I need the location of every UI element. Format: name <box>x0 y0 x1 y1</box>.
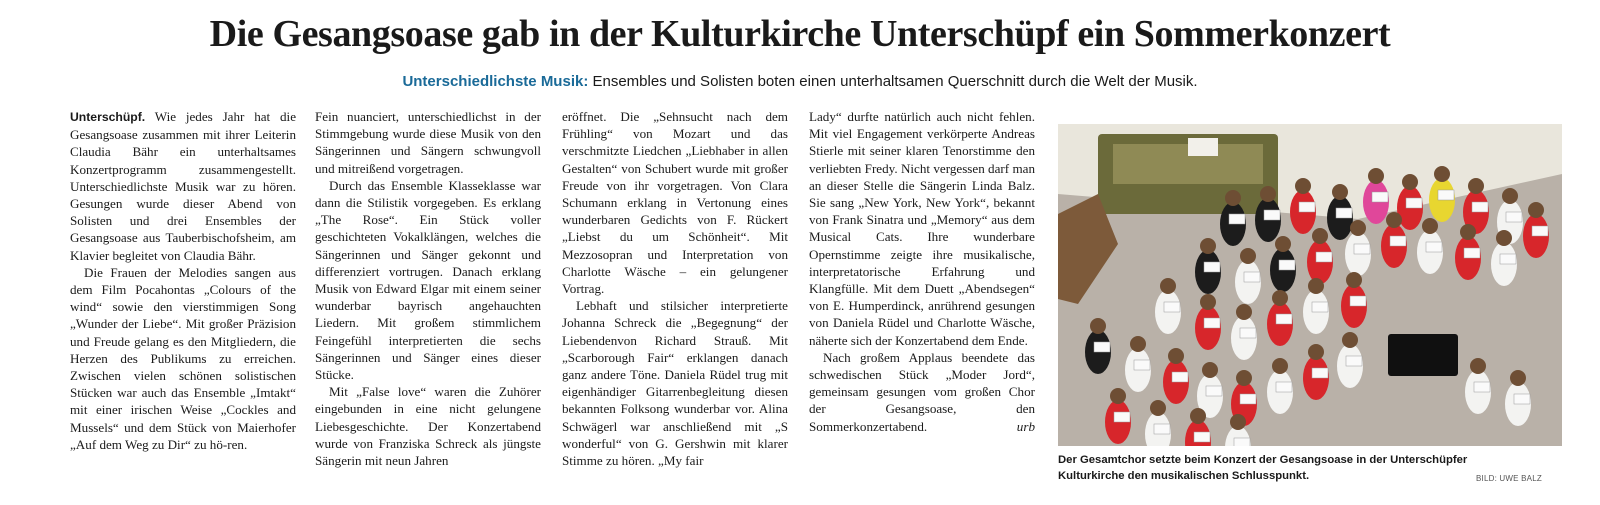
paragraph-5-part-2: Lady“ durfte natürlich auch nicht fehlen. Mit viel Engagement verkörperte Andreas Stierle mit seiner klaren Tenorstimme den verliebten Fredy. Nicht vergessen darf man an dieser Stelle die Sängerin Linda Balz. Sie sang „New York, New York“, bekannt von Frank Sinatra und „Memory“ aus dem Musical Cats. Ihre wunderbare Opernstimme zeigte ihre musikalische, interpretatorische Erfahrung und Klangfülle. Mit dem Duett „Abendsegen“ von E. Humperdinck, anrührend gesungen von Daniela Rüdel und Charlotte Wäsche, näherte sich der Konzertabend dem Ende. <box>809 109 1035 348</box>
singer-head <box>1528 202 1544 218</box>
singer-head <box>1342 332 1358 348</box>
paragraph-1 <box>70 108 296 264</box>
song-folder <box>1172 372 1188 382</box>
song-folder <box>1279 260 1295 270</box>
paragraph-4-part-2: eröffnet. Die „Sehnsucht nach dem Frühling“ von Mozart und das verschmitzte Liedchen „Liebhaber in allen Gestalten“ von Schubert wurde mit großer Freude von ihr vorgetragen. Von Clara Schumann erklang in Vertonung eines wunderbaren Gedichts von F. Rückert „Liebst du um Schönheit“. Mit Mezzosopran und Interpretation von Charlotte Wäsche – ein gelungener Vortrag. <box>562 109 788 297</box>
song-folder <box>1134 360 1150 370</box>
song-folder <box>1350 296 1366 306</box>
song-folder <box>1240 394 1256 404</box>
singer-head <box>1236 304 1252 320</box>
singer-head <box>1090 318 1106 334</box>
song-folder <box>1426 242 1442 252</box>
singer-head <box>1350 220 1366 236</box>
song-folder <box>1312 368 1328 378</box>
song-folder <box>1276 382 1292 392</box>
singer-head <box>1434 166 1450 182</box>
song-folder <box>1234 438 1250 446</box>
song-folder <box>1244 272 1260 282</box>
text-column-2 <box>315 108 541 469</box>
singer-head <box>1240 248 1256 264</box>
dateline: Unterschüpf. <box>70 110 146 124</box>
photo-credit: BILD: UWE BALZ <box>1476 474 1542 483</box>
text-column-4 <box>809 108 1035 435</box>
song-folder <box>1094 342 1110 352</box>
song-folder <box>1154 424 1170 434</box>
singer-head <box>1308 278 1324 294</box>
song-folder <box>1438 190 1454 200</box>
singer-head <box>1468 178 1484 194</box>
song-folder <box>1204 318 1220 328</box>
author-signature: urb <box>1016 418 1035 434</box>
singer-head <box>1386 212 1402 228</box>
song-folder <box>1346 356 1362 366</box>
song-folder <box>1276 314 1292 324</box>
song-folder <box>1390 236 1406 246</box>
choir-photo <box>1058 124 1562 446</box>
song-folder <box>1299 202 1315 212</box>
song-folder <box>1514 394 1530 404</box>
singer-head <box>1422 218 1438 234</box>
song-folder <box>1354 244 1370 254</box>
singer-head <box>1402 174 1418 190</box>
singer-head <box>1190 408 1206 424</box>
singer-head <box>1496 230 1512 246</box>
singer-head <box>1200 238 1216 254</box>
singer-head <box>1130 336 1146 352</box>
singer-head <box>1275 236 1291 252</box>
singer-head <box>1150 400 1166 416</box>
singer-head <box>1502 188 1518 204</box>
singer-head <box>1200 294 1216 310</box>
singer-head <box>1225 190 1241 206</box>
singer-head <box>1110 388 1126 404</box>
singer-head <box>1312 228 1328 244</box>
singer-head <box>1202 362 1218 378</box>
song-folder <box>1406 198 1422 208</box>
song-folder <box>1194 432 1210 442</box>
paragraph-6-text: Nach großem Applaus beendete das schwedischen Stück „Moder Jord“, gemeinsam gesungen vom großen Chor der Gesangsoase, den Sommerkonzertabend. <box>809 349 1035 434</box>
singer-head <box>1295 178 1311 194</box>
article-headline: Die Gesangsoase gab in der Kulturkirche Unterschüpf ein Sommerkonzert <box>209 13 1391 55</box>
singer-head <box>1272 290 1288 306</box>
song-folder <box>1532 226 1548 236</box>
article-subheadline <box>0 72 1600 92</box>
paragraph-5-part-1: Lebhaft und stilsicher interpretierte Johanna Schreck die „Begegnung“ der Liebendenvon Richard Strauß. Mit „Scarborough Fair“ erklangen danach ganz andere Töne. Daniela Rüdel trug mit eigenhändiger Gitarrenbegleitung diesen bekannten Folksong wunderbar vor. Alina Schwägerl war anschließend mit „S wonderful“ von G. Gershwin mit klarer Stimme zu hören. „My fair <box>562 298 788 469</box>
piano <box>1388 334 1458 376</box>
paragraph-3: Durch das Ensemble Klasseklasse war dann die Stilistik vorgegeben. Es erklang „The Rose“. Ein Stück voller geschichteten Vokalklängen, welches die Sängerinnen und Sänger gekonnt und differenziert vortrugen. Danach erklang Musik von Edward Elgar mit einem seiner wunderbar bayrisch angehauchten Liedern. Mit großem stimmlichem Feingefühl interpretierten die sechs Sängerinnen und Sänger eines dieser Stücke. <box>315 177 541 383</box>
text-column-1 <box>70 108 296 453</box>
choir-photo-illustration <box>1058 124 1562 446</box>
photo-caption: Der Gesamtchor setzte beim Konzert der Gesangsoase in der Unterschüpfer Kulturkirche den musikalischen Schlusspunkt. <box>1058 454 1468 482</box>
singer-head <box>1460 224 1476 240</box>
singer-head <box>1368 168 1384 184</box>
song-folder <box>1372 192 1388 202</box>
text-column-3 <box>562 108 788 469</box>
paragraph-6 <box>809 349 1035 435</box>
paragraph-2-part-1: Die Frauen der Melodies sangen aus dem Film Pocahontas „Colours of the wind“ sowie den vierstimmigen Song „Wunder der Liebe“. Mit großer Präzision und Freude gelang es den Mitgliedern, die Herzen des Publikums zu erreichen. Zwischen vielen schönen solistischen Stücken war auch das Ensemble „Imtakt“ mit einer irischen Weise „Cockles and Mussels“ und dem Stück von Maierhofer „Auf dem Weg zu Dir“ zu hö-ren. <box>70 264 296 452</box>
paragraph-4-part-1: Mit „False love“ waren die Zuhörer eingebunden in eine nicht gelungene Liebesgeschichte. Der Konzertabend wurde von Franziska Schreck als jüngste Sängerin mit neun Jahren <box>315 384 541 469</box>
song-folder <box>1204 262 1220 272</box>
song-folder <box>1264 210 1280 220</box>
song-folder <box>1336 208 1352 218</box>
singer-head <box>1272 358 1288 374</box>
song-folder <box>1474 382 1490 392</box>
singer-head <box>1230 414 1246 430</box>
song-folder <box>1316 252 1332 262</box>
song-folder <box>1472 202 1488 212</box>
song-folder <box>1240 328 1256 338</box>
singer-head <box>1160 278 1176 294</box>
subheadline-text: Ensembles und Solisten boten einen unterhaltsamen Querschnitt durch die Welt der Musik. <box>588 73 1198 90</box>
altar-book <box>1188 138 1218 156</box>
song-folder <box>1164 302 1180 312</box>
song-folder <box>1229 214 1245 224</box>
singer-head <box>1470 358 1486 374</box>
singer-head <box>1510 370 1526 386</box>
paragraph-1-text: Wie jedes Jahr hat die Gesangsoase zusammen mit ihrer Leiterin Claudia Bähr ein unterhaltsames Konzertprogramm zusammengestellt. Unterschiedlichste Musik war zu hören. Gesungen wurde dieser Abend von Solisten und drei Ensembles der Gesangsoase aus Tauberbischofsheim, am Klavier begleitet von Claudia Bähr. <box>70 109 296 263</box>
singer-head <box>1236 370 1252 386</box>
singer-head <box>1308 344 1324 360</box>
song-folder <box>1464 248 1480 258</box>
subheadline-kicker: Unterschiedlichste Musik: <box>402 73 589 90</box>
singer-head <box>1260 186 1276 202</box>
singer-head <box>1168 348 1184 364</box>
singer-head <box>1332 184 1348 200</box>
paragraph-2-part-2: Fein nuanciert, unterschiedlichst in der Stimmgebung wurde diese Musik von den Sängerinnen und Sängern schwungvoll und mitreißend vorgetragen. <box>315 109 541 176</box>
song-folder <box>1500 254 1516 264</box>
song-folder <box>1506 212 1522 222</box>
singer-head <box>1346 272 1362 288</box>
song-folder <box>1206 386 1222 396</box>
song-folder <box>1114 412 1130 422</box>
song-folder <box>1312 302 1328 312</box>
